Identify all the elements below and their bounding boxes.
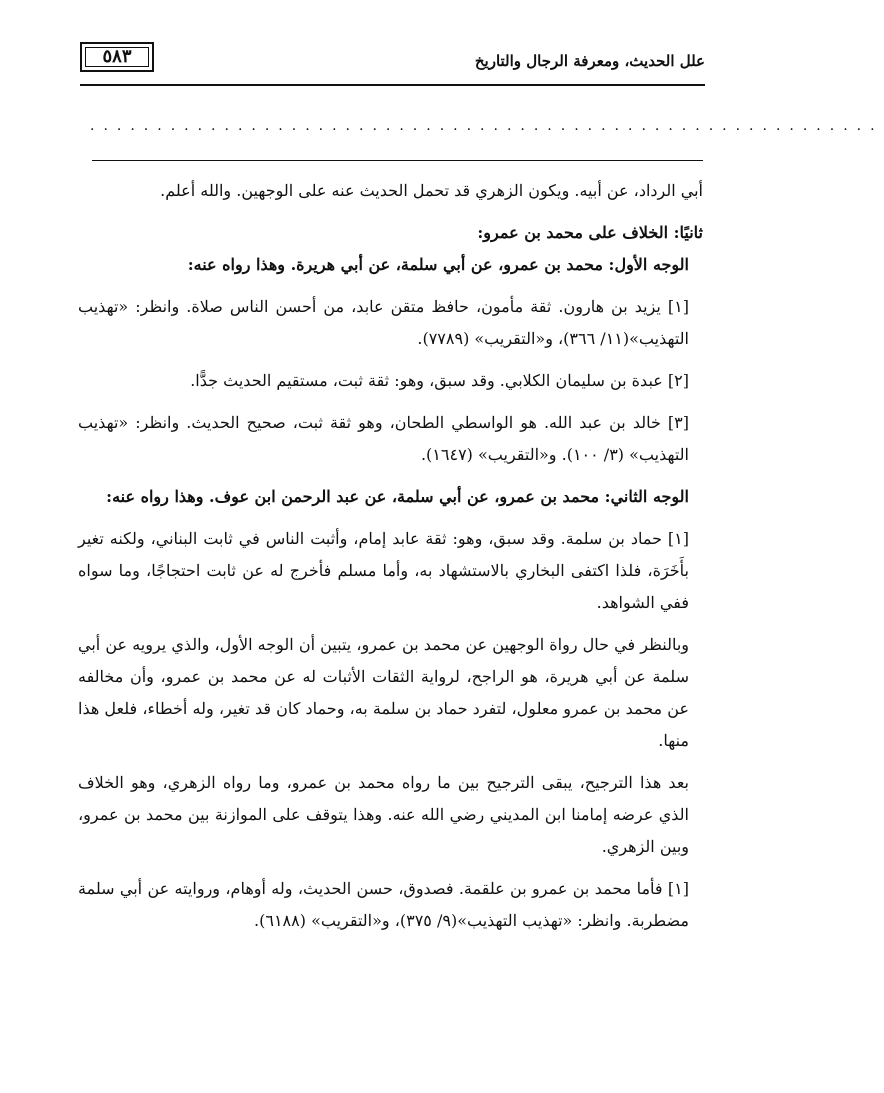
page-body — [78, 175, 703, 937]
page-header — [80, 42, 705, 86]
dotted-separator: ........................................................... — [90, 118, 884, 134]
page-number-box: ٥٨٣ — [80, 42, 154, 72]
paragraph-analysis: وبالنظر في حال رواة الوجهين عن محمد بن عمرو، يتبين أن الوجه الأول، والذي يرويه عن أبي سلمة عن أبي هريرة، هو الراجح، لرواية الثقات الأثبات له عن محمد بن عمرو، وأن مخالفه عن محمد بن عمرو معلول، لتفرد حماد بن سلمة به، وحماد كان قد تغير، وله أخطاء، فلعل هذا منها. — [78, 635, 689, 750]
subheading-first-aspect: الوجه الأول: محمد بن عمرو، عن أبي سلمة، عن أبي هريرة. وهذا رواه عنه: — [187, 255, 689, 274]
section-heading: ثانيًا: الخلاف على محمد بن عمرو: — [477, 223, 703, 242]
narrator-entry-3: [٣] خالد بن عبد الله. هو الواسطي الطحان، وهو ثقة ثبت، صحيح الحديث. وانظر: «تهذيب التهذيب» (٣/ ١٠٠). و«التقريب» (١٦٤٧). — [78, 413, 689, 464]
narrator-entry-1: [١] يزيد بن هارون. ثقة مأمون، حافظ متقن عابد، من أحسن الناس صلاة. وانظر: «تهذيب التهذيب»(١١/ ٣٦٦)، و«التقريب» (٧٧٨٩). — [78, 297, 689, 348]
narrator-entry-2: [٢] عبدة بن سليمان الكلابي. وقد سبق، وهو: ثقة ثبت، مستقيم الحديث جدًّا. — [190, 371, 689, 390]
paragraph-intro: أبي الرداد، عن أبيه. ويكون الزهري قد تحمل الحديث عنه على الوجهين. والله أعلم. — [160, 181, 703, 200]
header-rule — [80, 84, 705, 86]
section-rule — [92, 160, 703, 161]
subheading-second-aspect: الوجه الثاني: محمد بن عمرو، عن أبي سلمة، عن عبد الرحمن ابن عوف. وهذا رواه عنه: — [106, 487, 689, 506]
paragraph-comparison: بعد هذا الترجيح، يبقى الترجيح بين ما رواه محمد بن عمرو، وما رواه الزهري، وهو الخلاف الذي عرضه إمامنا ابن المديني رضي الله عنه. وهذا يتوقف على الموازنة بين محمد بن عمرو، وبين الزهري. — [78, 773, 689, 856]
running-title: علل الحديث، ومعرفة الرجال والتاريخ — [474, 52, 705, 70]
narrator-entry-muhammad: [١] فأما محمد بن عمرو بن علقمة. فصدوق، حسن الحديث، وله أوهام، وروايته عن أبي سلمة مضطربة. وانظر: «تهذيب التهذيب»(٩/ ٣٧٥)، و«التقريب» (٦١٨٨). — [78, 879, 689, 930]
narrator-entry-hammad: [١] حماد بن سلمة. وقد سبق، وهو: ثقة عابد إمام، وأثبت الناس في ثابت البناني، ولكنه تغير بأَخَرَة، فلذا اكتفى البخاري بالاستشهاد به، وأما مسلم فأخرج له عن ثابت احتجاجًا، وما سواه ففي الشواهد. — [78, 529, 689, 612]
